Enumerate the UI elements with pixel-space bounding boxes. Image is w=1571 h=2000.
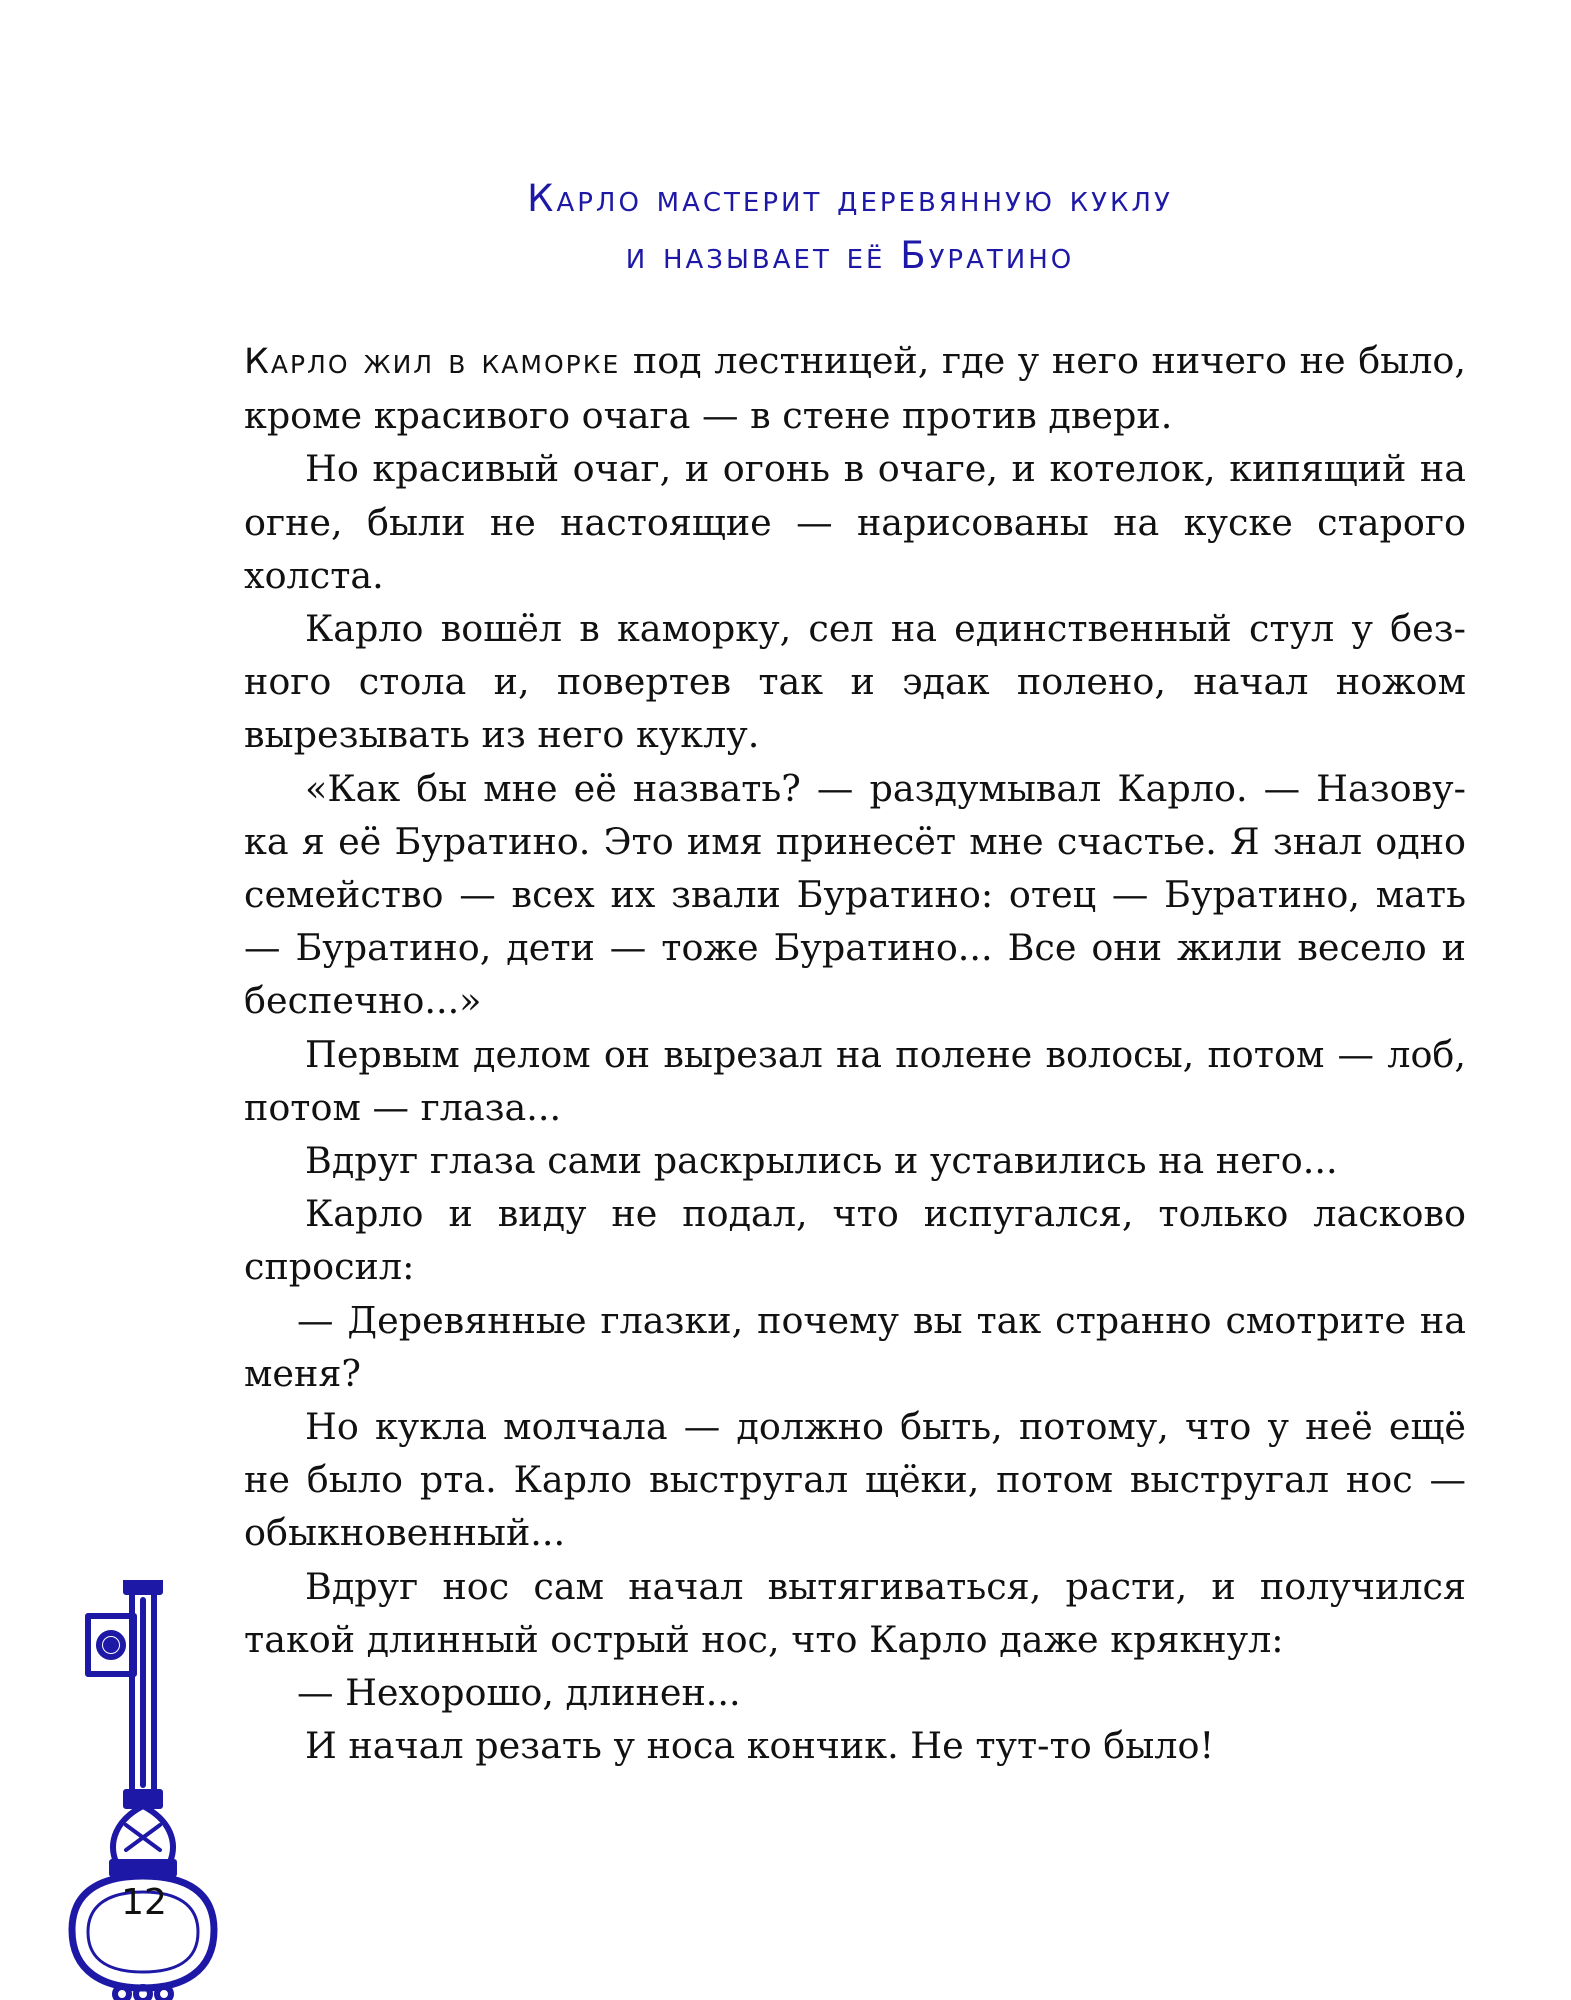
paragraph: Но кукла молчала — должно быть, потому, что у неё ещё не было рта. Карло выстругал щёки, потом выстругал нос — обыкновенный... (244, 1405, 1466, 1555)
paragraph: Вдруг нос сам начал вытягиваться, расти, и получился такой длинный острый нос, что Карло даже крякнул: (244, 1564, 1466, 1661)
dialog-line: — Нехорошо, длинен... (297, 1671, 741, 1715)
chapter-title (300, 170, 1400, 284)
paragraph: «Как бы мне её назвать? — раздумывал Карло. — Назову-ка я её Буратино. Это имя принесёт мне счастье. Я знал одно семейство — всех их звали Буратино: отец — Буратино, мать — Буратино, дети — тоже Буратино... Все они жили весело и беспечно...» (244, 766, 1466, 1023)
lead-words: Карло жил в каморке (244, 342, 621, 382)
paragraph: Карло и виду не подал, что испугался, только ласково спросил: (244, 1192, 1466, 1289)
key-icon (60, 1580, 230, 2000)
paragraph: Вдруг глаза сами раскрылись и уставились на него... (305, 1139, 1338, 1183)
body-text (244, 334, 1466, 1772)
paragraph: Первым делом он вырезал на полене волосы, потом — лоб, потом — глаза... (244, 1032, 1466, 1129)
paragraph-text: под лестницей, где у него ничего не было, кроме красивого очага — в стене против двери. (244, 339, 1466, 438)
paragraph: Но красивый очаг, и огонь в очаге, и котелок, кипящий на огне, были не настоящие — нарисованы на куске старого холста. (244, 447, 1466, 597)
chapter-title-line-1: Карло мастерит деревянную куклу (527, 177, 1173, 220)
paragraph: И начал резать у носа кончик. Не тут-то было! (305, 1724, 1215, 1768)
paragraph (244, 334, 1466, 442)
paragraph: Карло вошёл в каморку, сел на единственный стул у безного стола и, повертев так и эдак полено, начал ножом вырезывать из него куклу. (244, 607, 1466, 757)
page-number: 12 (121, 1882, 167, 1923)
dialog-line: — Деревянные глазки, почему вы так странно смотрите на меня? (244, 1298, 1466, 1395)
chapter-title-line-2: и называет её Буратино (625, 234, 1075, 277)
